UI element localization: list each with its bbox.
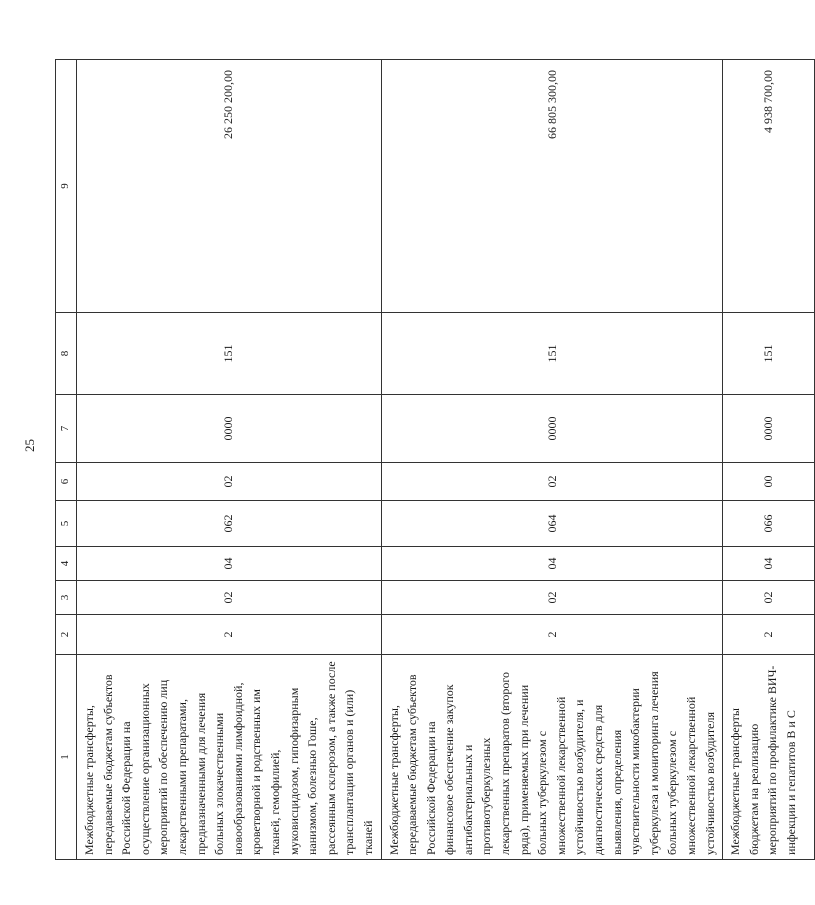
column-header: 3: [56, 581, 77, 615]
amount-cell: 26 250 200,00: [77, 60, 382, 313]
column-header: 7: [56, 395, 77, 463]
code-cell: 151: [77, 313, 382, 395]
code-cell: 066: [723, 501, 815, 547]
code-cell: 2: [77, 615, 382, 655]
row-description: Межбюджетные трансферты, передаваемые бюджетам субъектов Российской Федерации на осуществление организационных мероприятий по обеспечению лиц лекарственными препаратами, предназначенными для лечения больных злокачественными новообразованиями лимфоидной, кроветворной и родственных им тканей, гемофилией, муковисцидозом, гипофизарным нанизмом, болезнью Гоше, рассеянным склерозом, а также после трансплантации органов и (или) тканей: [77, 655, 382, 860]
code-cell: 00: [723, 463, 815, 501]
code-cell: 04: [77, 547, 382, 581]
code-cell: 064: [381, 501, 723, 547]
code-cell: 2: [723, 615, 815, 655]
code-cell: 062: [77, 501, 382, 547]
row-description: Межбюджетные трансферты, передаваемые бюджетам субъектов Российской Федерации на финансовое обеспечение закупок антибактериальных и противотуберкулезных лекарственных препаратов (второго ряда), применяемых при лечении больных туберкулезом с множественной лекарственной устойчивостью возбудителя, и диагностических средств для выявления, определения чувствительности микобактерии туберкулеза и мониторинга лечения больных туберкулезом с множественной лекарственной устойчивостью возбудителя: [381, 655, 723, 860]
budget-table: [55, 59, 815, 860]
page-number: 25: [22, 439, 37, 452]
code-cell: 0000: [381, 395, 723, 463]
code-cell: 2: [381, 615, 723, 655]
table-row: [77, 60, 382, 860]
code-cell: 02: [77, 581, 382, 615]
row-description: Межбюджетные трансферты бюджетам на реализацию мероприятий по профилактике ВИЧ-инфекции и гепатитов B и C: [723, 655, 815, 860]
table-row: [723, 60, 815, 860]
code-cell: 151: [381, 313, 723, 395]
code-cell: 04: [381, 547, 723, 581]
column-header: 1: [56, 655, 77, 860]
column-header: 8: [56, 313, 77, 395]
column-header: 9: [56, 60, 77, 313]
code-cell: 02: [77, 463, 382, 501]
column-header: 2: [56, 615, 77, 655]
code-cell: 0000: [77, 395, 382, 463]
code-cell: 02: [381, 581, 723, 615]
rotated-table-container: [55, 60, 798, 860]
amount-cell: 66 805 300,00: [381, 60, 723, 313]
column-header: 6: [56, 463, 77, 501]
code-cell: 02: [723, 581, 815, 615]
column-header: 4: [56, 547, 77, 581]
table-header-row: [56, 60, 77, 860]
amount-cell: 4 938 700,00: [723, 60, 815, 313]
code-cell: 04: [723, 547, 815, 581]
table-row: [381, 60, 723, 860]
code-cell: 0000: [723, 395, 815, 463]
code-cell: 151: [723, 313, 815, 395]
column-header: 5: [56, 501, 77, 547]
code-cell: 02: [381, 463, 723, 501]
